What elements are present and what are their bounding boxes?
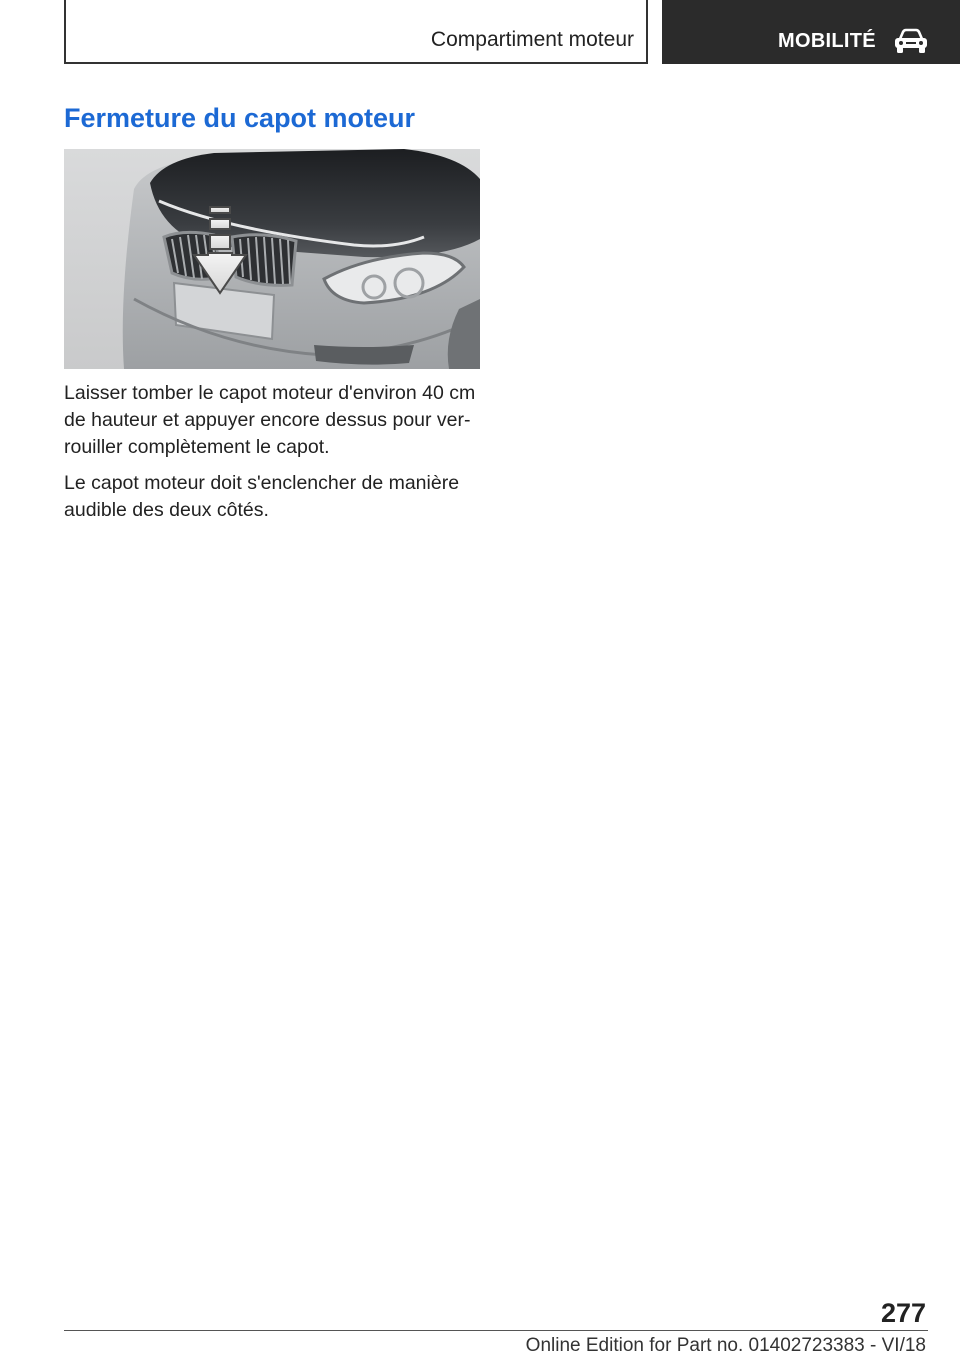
- hood-closing-illustration: [64, 149, 480, 369]
- car-icon: [894, 28, 928, 54]
- paragraph-drop-hood: Laisser tomber le capot moteur d'environ 40 cm de hauteur et appuyer encore dessus pour ver-rouiller complètement le capot.: [64, 382, 476, 458]
- footer-divider: [64, 1330, 928, 1331]
- header-chapter-box: [662, 0, 960, 64]
- section-heading: Fermeture du capot moteur: [64, 103, 416, 133]
- header-section-box: [64, 0, 648, 64]
- edition-text: Online Edition for Part no. 01402723383 - VI/18: [525, 1335, 926, 1356]
- section-title: Compartiment moteur: [430, 28, 634, 51]
- paragraph-latch-audible: Le capot moteur doit s'enclencher de manière audible des deux côtés.: [64, 472, 460, 521]
- body-text: [64, 380, 484, 533]
- page-number: 277: [880, 1298, 926, 1328]
- chapter-title: MOBILITÉ: [778, 30, 876, 52]
